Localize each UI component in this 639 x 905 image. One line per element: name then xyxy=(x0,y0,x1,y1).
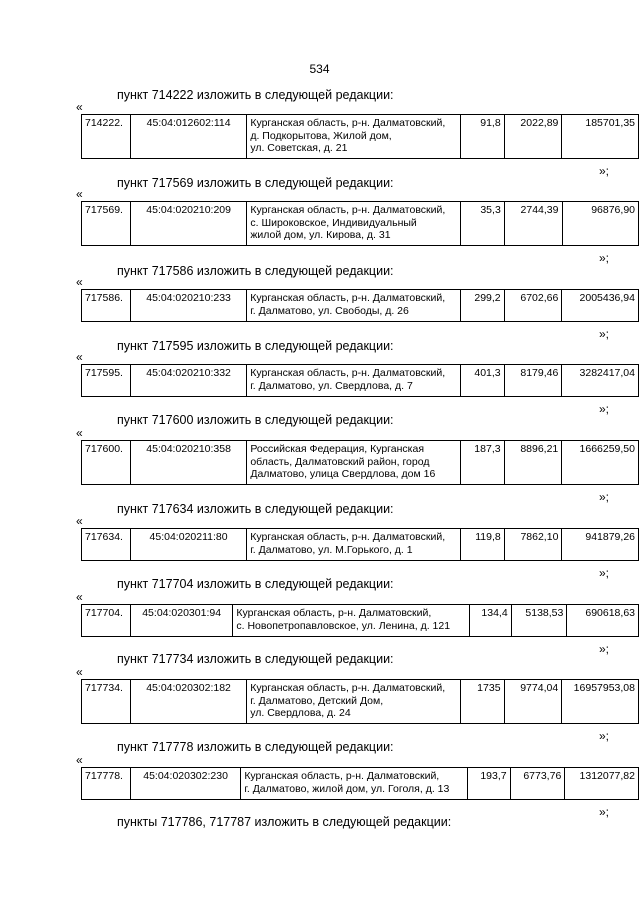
item-number-cell: 717600. xyxy=(82,441,131,485)
total-cell: 16957953,08 xyxy=(562,680,639,724)
open-quote: « xyxy=(76,100,83,114)
address-line: г. Далматово, ул. М.Горького, д. 1 xyxy=(250,543,413,556)
area-cell: 91,8 xyxy=(461,115,505,159)
address-line: Курганская область, р-н. Далматовский, xyxy=(250,292,446,304)
amendment-heading: пункт 717778 изложить в следующей редакции: xyxy=(117,740,394,754)
total-cell: 941879,26 xyxy=(562,529,639,561)
amendment-table xyxy=(81,440,639,485)
item-number-cell: 714222. xyxy=(82,115,131,159)
total-cell: 3282417,04 xyxy=(562,365,639,397)
address-cell xyxy=(247,202,461,246)
address-line: г. Далматово, ул. Свободы, д. 26 xyxy=(250,304,409,317)
cadastral-number-cell: 45:04:020210:233 xyxy=(130,290,246,322)
amendment-heading: пункт 717734 изложить в следующей редакции: xyxy=(117,652,394,666)
item-number-cell: 717586. xyxy=(82,290,131,322)
close-quote: »; xyxy=(598,490,609,504)
close-quote: »; xyxy=(598,327,609,341)
amendment-heading: пункт 717595 изложить в следующей редакции: xyxy=(117,339,394,353)
area-cell: 187,3 xyxy=(460,441,504,485)
cadastral-number-cell: 45:04:020302:182 xyxy=(130,680,246,724)
table-row xyxy=(82,290,639,322)
item-number-cell: 717595. xyxy=(82,365,131,397)
address-line: ул. Советская, д. 21 xyxy=(250,142,348,154)
area-cell: 134,4 xyxy=(469,605,511,637)
total-cell: 185701,35 xyxy=(562,115,639,159)
amendment-table xyxy=(81,679,639,724)
amendment-heading: пункт 717634 изложить в следующей редакции: xyxy=(117,502,394,516)
address-line: г. Далматово, жилой дом, ул. Гоголя, д. 13 xyxy=(244,782,450,795)
table-row xyxy=(82,529,639,561)
open-quote: « xyxy=(76,665,83,679)
cadastral-number-cell: 45:04:020211:80 xyxy=(130,529,246,561)
total-cell: 690618,63 xyxy=(567,605,639,637)
amendment-heading: пункт 717600 изложить в следующей редакции: xyxy=(117,413,394,427)
close-quote: »; xyxy=(598,164,609,178)
amendment-heading: пункт 717704 изложить в следующей редакции: xyxy=(117,577,394,591)
cadastral-number-cell: 45:04:020302:230 xyxy=(130,768,240,800)
rate-cell: 8896,21 xyxy=(504,441,562,485)
address-line: г. Далматово, ул. Свердлова, д. 7 xyxy=(250,379,413,392)
item-number-cell: 717634. xyxy=(82,529,131,561)
amendment-table xyxy=(81,364,639,397)
amendment-table xyxy=(81,604,639,637)
rate-cell: 9774,04 xyxy=(504,680,562,724)
amendment-table xyxy=(81,289,639,322)
final-heading: пункты 717786, 717787 изложить в следующей редакции: xyxy=(117,815,452,829)
item-number-cell: 717569. xyxy=(82,202,131,246)
amendment-table xyxy=(81,114,639,159)
address-line: с. Новопетропавловское, ул. Ленина, д. 121 xyxy=(236,619,451,632)
table-row xyxy=(82,202,639,246)
address-line: Курганская область, р-н. Далматовский, xyxy=(250,367,446,379)
address-line: Курганская область, р-н. Далматовский, xyxy=(236,607,432,619)
total-cell: 1666259,50 xyxy=(562,441,639,485)
table-row xyxy=(82,115,639,159)
close-quote: »; xyxy=(598,642,609,656)
open-quote: « xyxy=(76,275,83,289)
total-cell: 2005436,94 xyxy=(562,290,639,322)
page-number: 534 xyxy=(309,62,330,76)
address-line: Курганская область, р-н. Далматовский, xyxy=(250,117,446,129)
amendment-heading: пункт 714222 изложить в следующей редакции: xyxy=(117,88,394,102)
address-line: г. Далматово, Детский Дом, xyxy=(250,694,384,707)
address-line: Курганская область, р-н. Далматовский, xyxy=(244,770,440,782)
amendment-table xyxy=(81,528,639,561)
cadastral-number-cell: 45:04:020210:358 xyxy=(130,441,246,485)
address-cell xyxy=(233,605,470,637)
address-cell xyxy=(247,441,461,485)
rate-cell: 6773,76 xyxy=(510,768,565,800)
close-quote: »; xyxy=(598,402,609,416)
cadastral-number-cell: 45:04:020210:332 xyxy=(130,365,246,397)
address-cell xyxy=(241,768,468,800)
total-cell: 96876,90 xyxy=(562,202,639,246)
table-row xyxy=(82,605,639,637)
address-cell xyxy=(247,290,461,322)
open-quote: « xyxy=(76,350,83,364)
area-cell: 119,8 xyxy=(460,529,504,561)
cadastral-number-cell: 45:04:020210:209 xyxy=(130,202,246,246)
rate-cell: 8179,46 xyxy=(504,365,562,397)
table-row xyxy=(82,768,639,800)
rate-cell: 6702,66 xyxy=(504,290,562,322)
area-cell: 401,3 xyxy=(460,365,504,397)
address-line: Курганская область, р-н. Далматовский, xyxy=(250,682,446,694)
rate-cell: 7862,10 xyxy=(504,529,562,561)
open-quote: « xyxy=(76,426,83,440)
address-line: область, Далматовский район, город xyxy=(250,455,430,468)
address-cell xyxy=(247,529,461,561)
open-quote: « xyxy=(76,514,83,528)
address-cell xyxy=(247,115,461,159)
address-line: жилой дом, ул. Кирова, д. 31 xyxy=(250,229,391,241)
open-quote: « xyxy=(76,753,83,767)
area-cell: 193,7 xyxy=(467,768,510,800)
close-quote: »; xyxy=(598,805,609,819)
item-number-cell: 717734. xyxy=(82,680,131,724)
open-quote: « xyxy=(76,187,83,201)
table-row xyxy=(82,365,639,397)
address-cell xyxy=(247,680,461,724)
area-cell: 299,2 xyxy=(460,290,504,322)
cadastral-number-cell: 45:04:012602:114 xyxy=(130,115,246,159)
area-cell: 35,3 xyxy=(461,202,505,246)
rate-cell: 5138,53 xyxy=(511,605,567,637)
table-row xyxy=(82,680,639,724)
close-quote: »; xyxy=(598,251,609,265)
item-number-cell: 717704. xyxy=(82,605,131,637)
close-quote: »; xyxy=(598,566,609,580)
amendment-heading: пункт 717569 изложить в следующей редакции: xyxy=(117,176,394,190)
cadastral-number-cell: 45:04:020301:94 xyxy=(130,605,233,637)
rate-cell: 2022,89 xyxy=(504,115,562,159)
rate-cell: 2744,39 xyxy=(504,202,562,246)
total-cell: 1312077,82 xyxy=(565,768,639,800)
address-line: Российская Федерация, Курганская xyxy=(250,443,425,455)
address-line: Курганская область, р-н. Далматовский, xyxy=(250,531,446,543)
close-quote: »; xyxy=(598,729,609,743)
area-cell: 1735 xyxy=(460,680,504,724)
open-quote: « xyxy=(76,590,83,604)
address-line: ул. Свердлова, д. 24 xyxy=(250,707,351,719)
address-cell xyxy=(247,365,461,397)
item-number-cell: 717778. xyxy=(82,768,131,800)
address-line: с. Широковское, Индивидуальный xyxy=(250,216,417,229)
table-row xyxy=(82,441,639,485)
address-line: д. Подкорытова, Жилой дом, xyxy=(250,129,392,142)
address-line: Далматово, улица Свердлова, дом 16 xyxy=(250,468,436,480)
amendment-table xyxy=(81,767,639,800)
amendment-table xyxy=(81,201,639,246)
address-line: Курганская область, р-н. Далматовский, xyxy=(250,204,446,216)
amendment-heading: пункт 717586 изложить в следующей редакции: xyxy=(117,264,394,278)
